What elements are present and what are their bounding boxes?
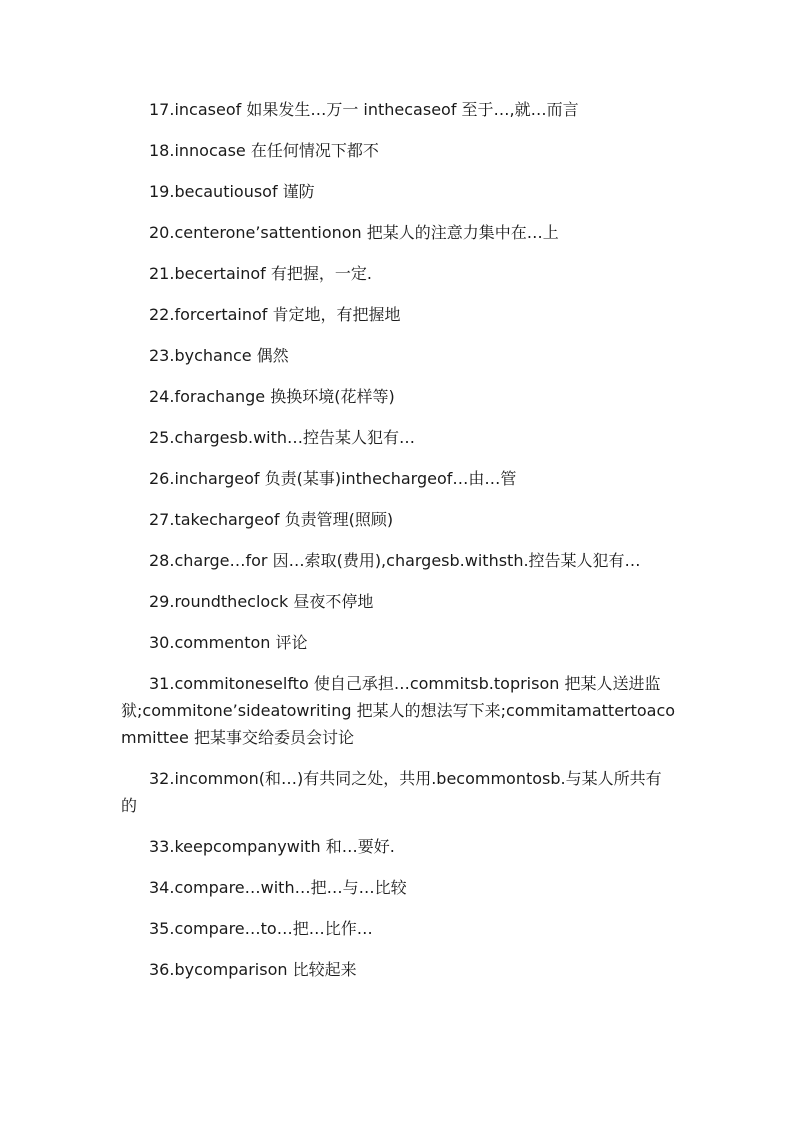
phrase-entry-19: 19.becautiousof 谨防 <box>149 182 315 201</box>
phrase-entry-23: 23.bychance 偶然 <box>149 346 289 365</box>
phrase-entry-32: 32.incommon(和…)有共同之处，共用.becommontosb.与某人所共有的 <box>121 769 662 815</box>
phrase-entry-33: 33.keepcompanywith 和…要好. <box>149 837 395 856</box>
phrase-entry-22: 22.forcertainof 肯定地，有把握地 <box>149 305 401 324</box>
phrase-entry-28: 28.charge…for 因…索取(费用),chargesb.withsth.控告某人犯有… <box>149 551 641 570</box>
phrase-entry-34: 34.compare…with…把…与…比较 <box>149 878 407 897</box>
phrase-entry-30: 30.commenton 评论 <box>149 633 308 652</box>
phrase-entry-24: 24.forachange 换换环境(花样等) <box>149 387 395 406</box>
phrase-entry-26: 26.inchargeof 负责(某事)inthechargeof…由…管 <box>149 469 517 488</box>
phrase-entry-18: 18.innocase 在任何情况下都不 <box>149 141 379 160</box>
phrase-entry-35: 35.compare…to…把…比作… <box>149 919 373 938</box>
phrase-entry-17: 17.incaseof 如果发生…万一 inthecaseof 至于…,就…而言 <box>149 100 579 119</box>
phrase-entry-25: 25.chargesb.with…控告某人犯有… <box>149 428 416 447</box>
phrase-entry-20: 20.centerone’sattentionon 把某人的注意力集中在…上 <box>149 223 559 242</box>
phrase-entry-31: 31.commitoneselfto 使自己承担…commitsb.toprison 把某人送进监狱;commitone’sideatowriting 把某人的想法写下来;commitamattertoacommittee 把某事交给委员会讨论 <box>121 674 676 747</box>
phrase-entry-29: 29.roundtheclock 昼夜不停地 <box>149 592 374 611</box>
phrase-list <box>121 96 676 997</box>
phrase-entry-21: 21.becertainof 有把握，一定. <box>149 264 372 283</box>
phrase-entry-27: 27.takechargeof 负责管理(照顾) <box>149 510 394 529</box>
phrase-entry-36: 36.bycomparison 比较起来 <box>149 960 357 979</box>
